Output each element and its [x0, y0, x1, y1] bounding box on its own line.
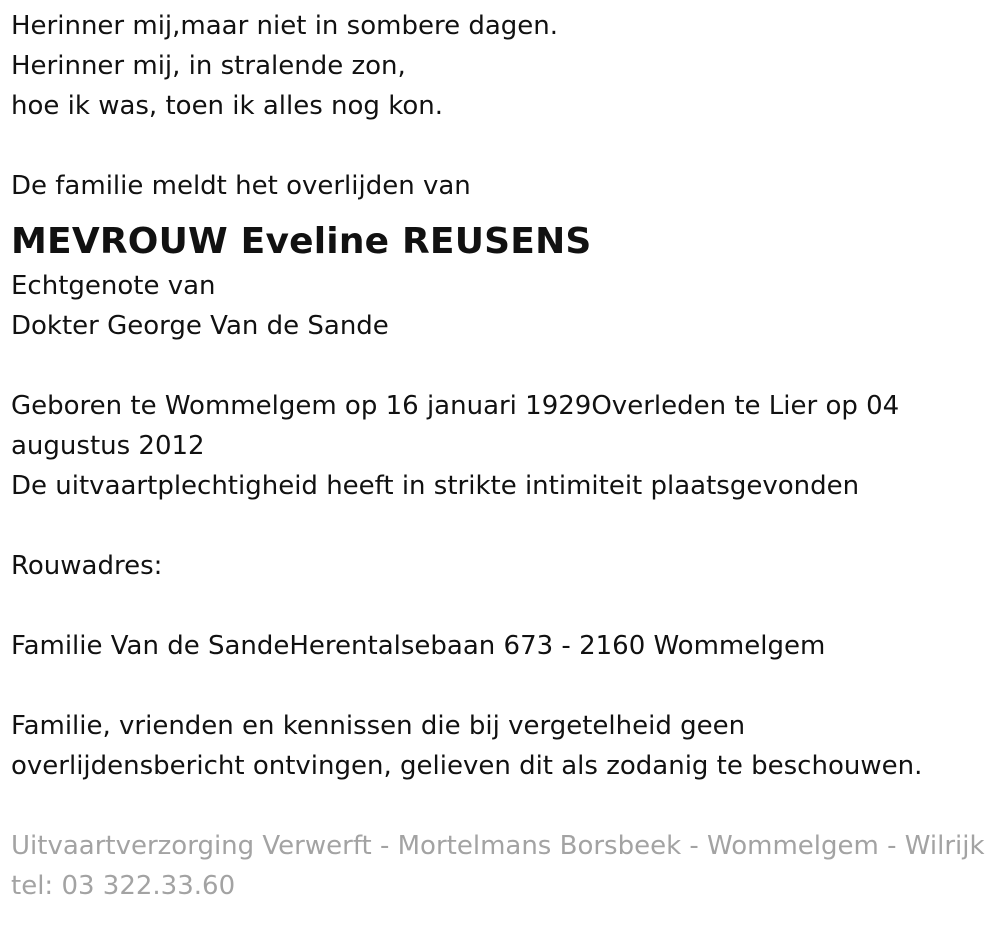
address-label: Rouwadres: — [11, 551, 163, 581]
spouse-name: Dokter George Van de Sande — [11, 311, 389, 341]
spacer — [11, 586, 986, 626]
ceremony-text: De uitvaartplechtigheid heeft in strikte intimiteit plaatsgevonden — [11, 471, 860, 501]
spacer — [11, 126, 986, 166]
address-value: Familie Van de SandeHerentalsebaan 673 - 2160 Wommelgem — [11, 631, 826, 661]
spacer — [11, 786, 986, 826]
funeral-home-footer: Uitvaartverzorging Verwerft - Mortelmans Borsbeek - Wommelgem - Wilrijk tel: 03 322.33.60 — [11, 831, 985, 901]
relation-text: Echtgenote van — [11, 271, 216, 301]
deceased-name: MEVROUW Eveline REUSENS — [11, 221, 592, 262]
poem-line-2: Herinner mij, in stralende zon, — [11, 51, 406, 81]
spacer — [11, 346, 986, 386]
spacer — [11, 666, 986, 706]
obituary-document — [11, 6, 986, 906]
spacer — [11, 506, 986, 546]
poem-line-1: Herinner mij,maar niet in sombere dagen. — [11, 11, 559, 41]
intro-text: De familie meldt het overlijden van — [11, 171, 471, 201]
poem-line-3: hoe ik was, toen ik alles nog kon. — [11, 91, 443, 121]
birth-death-details: Geboren te Wommelgem op 16 januari 1929Overleden te Lier op 04 augustus 2012 — [11, 391, 900, 461]
notice-text: Familie, vrienden en kennissen die bij vergetelheid geen overlijdensbericht ontvingen, gelieven dit als zodanig te beschouwen. — [11, 711, 923, 781]
